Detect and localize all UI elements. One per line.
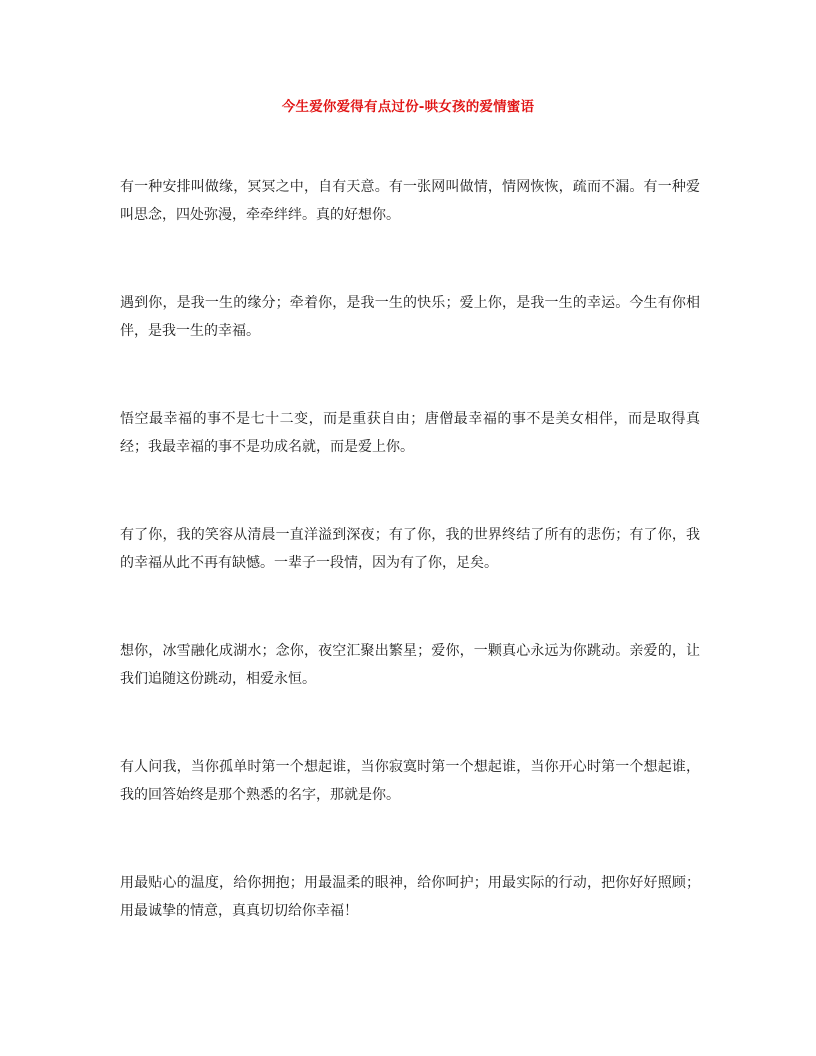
paragraph-3: 悟空最幸福的事不是七十二变，而是重获自由；唐僧最幸福的事不是美女相伴，而是取得真经；我最幸福的事不是功成名就，而是爱上你。 xyxy=(120,411,700,455)
paragraph-2: 遇到你，是我一生的缘分；牵着你，是我一生的快乐；爱上你，是我一生的幸运。今生有你相伴，是我一生的幸福。 xyxy=(120,295,700,339)
paragraph-4: 有了你，我的笑容从清晨一直洋溢到深夜；有了你，我的世界终结了所有的悲伤；有了你，我的幸福从此不再有缺憾。一辈子一段情，因为有了你，足矣。 xyxy=(120,527,700,571)
paragraph-6: 有人问我，当你孤单时第一个想起谁，当你寂寞时第一个想起谁，当你开心时第一个想起谁，我的回答始终是那个熟悉的名字，那就是你。 xyxy=(120,759,700,803)
paragraph-1: 有一种安排叫做缘，冥冥之中，自有天意。有一张网叫做情，情网恢恢，疏而不漏。有一种爱叫思念，四处弥漫，牵牵绊绊。真的好想你。 xyxy=(120,179,700,223)
paragraph-5: 想你，冰雪融化成湖水；念你，夜空汇聚出繁星；爱你，一颗真心永远为你跳动。亲爱的，让我们追随这份跳动，相爱永恒。 xyxy=(120,643,700,687)
paragraph-7: 用最贴心的温度，给你拥抱；用最温柔的眼神，给你呵护；用最实际的行动，把你好好照顾；用最诚挚的情意，真真切切给你幸福！ xyxy=(120,875,700,919)
document-title: 今生爱你爱得有点过份-哄女孩的爱情蜜语 xyxy=(281,99,535,115)
